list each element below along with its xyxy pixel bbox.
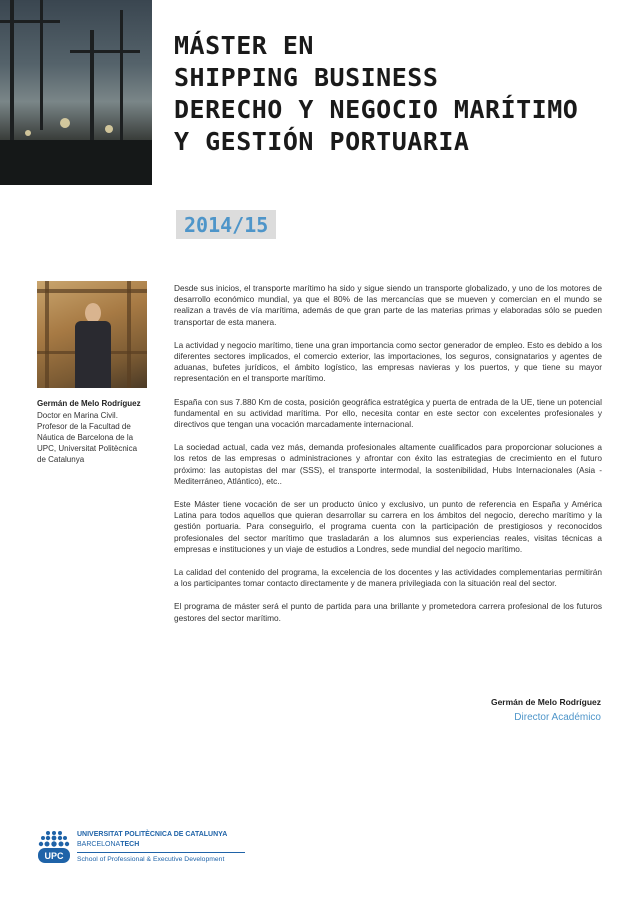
logo-barcelona: BARCELONA	[77, 841, 121, 848]
body-paragraph: España con sus 7.880 Km de costa, posición geográfica estratégica y puerta de entrada de la UE, tiene un potencial fundamental en su actividad marítima. Por ello, necesita contar en este sector con excelentes profesionales y directivos que tengan una vocación marcadamente internacional.	[174, 396, 602, 430]
body-text	[174, 283, 602, 636]
body-paragraph: Este Máster tiene vocación de ser un producto único y exclusivo, un punto de referencia en España y América Latina para todos aquellos que quieran desarrollar su carrera en los ámbitos del negocio, derecho marítimo y la gestión portuaria. Para conseguirlo, el programa cuenta con la participación de prestigiosos y reconocidos profesionales del sector marítimo que trasladarán a los alumnos sus experiencias reales, visitas técnicas a empresas e instituciones y un viaje de estudios a Londres, sede mundial del negocio marítimo.	[174, 499, 602, 554]
title-block	[174, 30, 578, 158]
logo-tech: TECH	[120, 841, 140, 848]
upc-logo	[37, 830, 237, 864]
logo-text	[77, 830, 245, 865]
body-paragraph: La sociedad actual, cada vez más, demanda profesionales altamente cualificados para proporcionar soluciones a los retos de las empresas o administraciones y afrontar con éxito las estrategias de crecimiento en el futuro próximo: las autopistas del mar (SSS), el transporte intermodal, la sostenibilidad, Hubs Internacionales (Asia - Mediterráneo, Atlántico), etc..	[174, 442, 602, 486]
title-line-3: DERECHO Y NEGOCIO MARÍTIMO	[174, 95, 579, 124]
title-line-1: MÁSTER EN	[174, 31, 314, 60]
signature	[491, 697, 601, 723]
caption-line: Doctor en Marina Civil.	[37, 411, 118, 420]
caption-line: de Catalunya	[37, 455, 85, 464]
logo-divider	[77, 852, 245, 853]
caption-line: Náutica de Barcelona de la	[37, 433, 134, 442]
title-line-4: Y GESTIÓN PORTUARIA	[174, 127, 470, 156]
signature-role: Director Académico	[514, 712, 601, 723]
year-badge: 2014/15	[176, 210, 276, 239]
signature-name: Germán de Melo Rodríguez	[490, 697, 601, 707]
upc-dots-mark-icon	[37, 830, 71, 864]
logo-barcelonatech	[77, 840, 245, 850]
body-paragraph: El programa de máster será el punto de partida para una brillante y prometedora carrera profesional de los futuros gestores del sector marítimo.	[174, 601, 602, 623]
body-paragraph: La calidad del contenido del programa, la excelencia de los docentes y las actividades complementarias permitirán a los participantes tomar contacto directamente y de manera privilegiada con la situación real del sector.	[174, 567, 602, 589]
body-paragraph: Desde sus inicios, el transporte marítimo ha sido y sigue siendo un transporte globalizado, y uno de los motores de desarrollo económico mundial, ya que el 80% de las mercancías que se mueven y comercian en el mundo se realizan a través de vía marítima, además de que gran parte de las materias primas y elaboradas sólo se pueden transportar de esta manera.	[174, 283, 602, 327]
caption-line: Profesor de la Facultad de	[37, 422, 131, 431]
logo-school: School of Professional & Executive Development	[77, 856, 225, 863]
logo-mark-text: UPC	[44, 851, 64, 861]
body-paragraph: La actividad y negocio marítimo, tiene una gran importancia como sector generador de empleo. Esto es debido a los diferentes sectores implicados, el comercio exterior, las importaciones, los seguros, consignatarios y agentes de aduanas, bufetes jurídicos, el ámbito logístico, las empresas navieras y los puertos, y que tiene su mayor representación en el transporte marítimo.	[174, 339, 602, 384]
harbor-photo	[0, 0, 152, 185]
title-line-2: SHIPPING BUSINESS	[174, 63, 439, 92]
logo-university: UNIVERSITAT POLITÈCNICA DE CATALUNYA	[77, 831, 228, 838]
caption-name: Germán de Melo Rodríguez	[37, 399, 141, 408]
caption-line: UPC, Universitat Politècnica	[37, 444, 138, 453]
portrait-photo	[37, 281, 147, 388]
portrait-caption	[37, 398, 152, 465]
